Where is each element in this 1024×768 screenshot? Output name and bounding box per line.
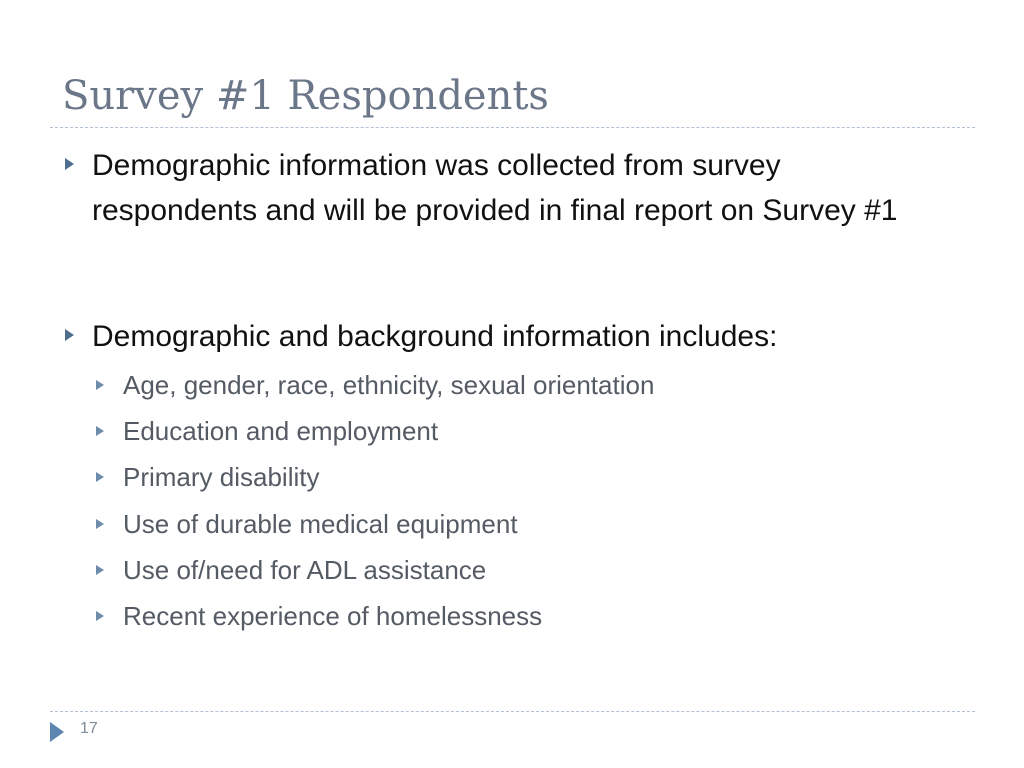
slide-title: Survey #1 Respondents: [62, 73, 549, 119]
triangle-bullet-icon: [96, 611, 104, 621]
triangle-bullet-icon: [65, 329, 74, 341]
sub-bullet-text: Recent experience of homelessness: [123, 601, 543, 631]
page-number: 17: [80, 720, 98, 737]
sub-bullet-text: Use of/need for ADL assistance: [123, 555, 487, 585]
triangle-bullet-icon: [96, 426, 104, 436]
triangle-bullet-icon: [96, 380, 104, 390]
sub-bullet-text: Primary disability: [123, 462, 320, 492]
bullet-text: Demographic information was collected from survey respondents and will be provided in final report on Survey #1: [92, 149, 898, 227]
sub-bullet-text: Age, gender, race, ethnicity, sexual orientation: [123, 370, 655, 400]
triangle-marker-icon: [50, 722, 64, 742]
triangle-bullet-icon: [96, 519, 104, 529]
sub-bullet-text: Use of durable medical equipment: [123, 509, 518, 539]
sub-bullet-text: Education and employment: [123, 416, 439, 446]
triangle-bullet-icon: [96, 472, 104, 482]
footer-divider: [50, 711, 975, 712]
triangle-bullet-icon: [96, 565, 104, 575]
bullet-text: Demographic and background information includes:: [92, 320, 778, 353]
triangle-bullet-icon: [65, 158, 74, 170]
